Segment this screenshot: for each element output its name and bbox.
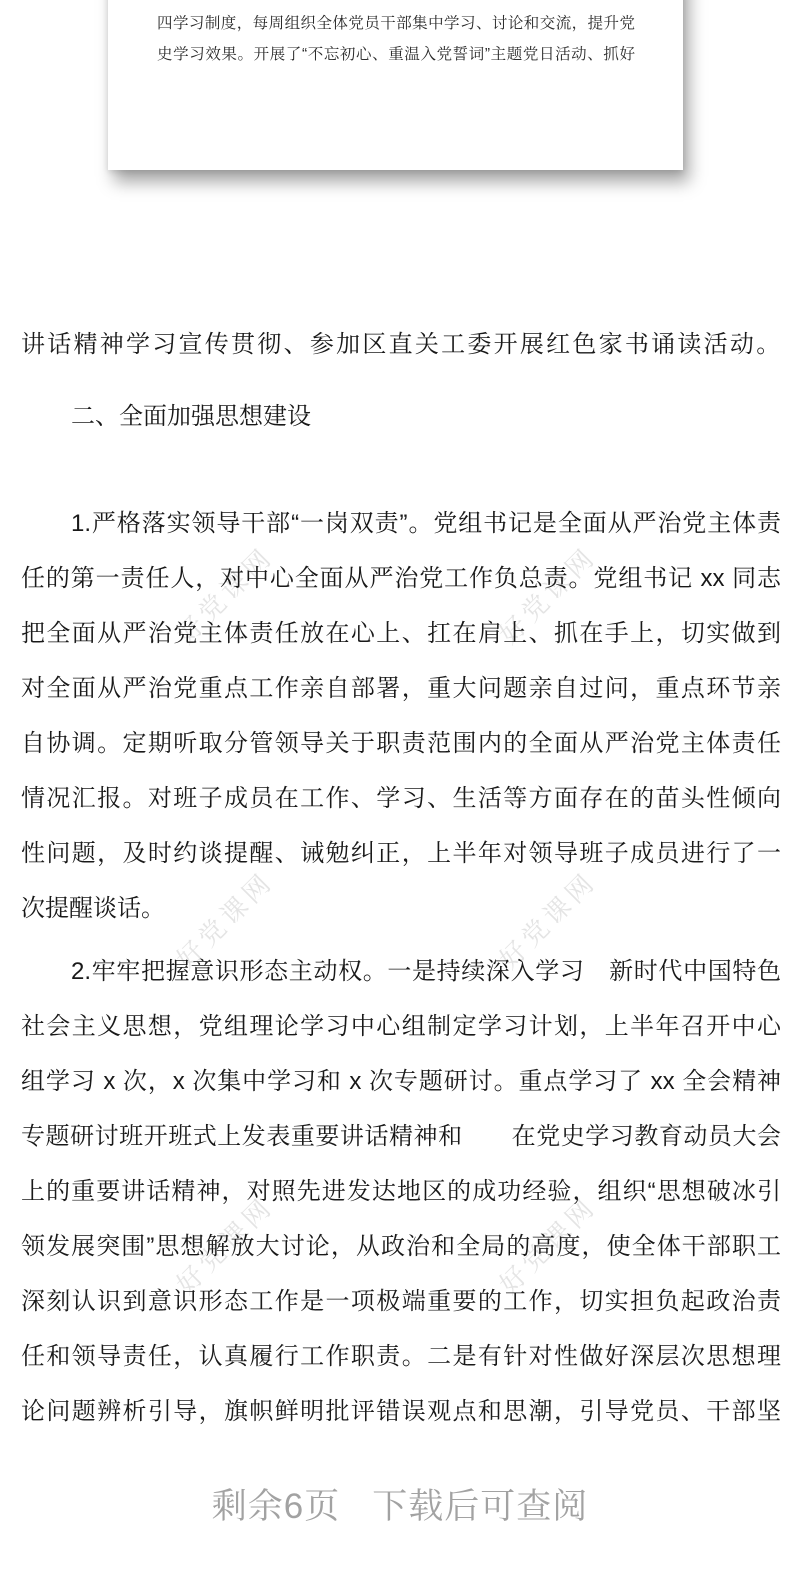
paragraph-line: 深刻认识到意识形态工作是一项极端重要的工作，切实担负起政治责 xyxy=(21,1288,781,1315)
paragraph-line: 论问题辨析引导，旗帜鲜明批评错误观点和思潮，引导党员、干部坚 xyxy=(21,1398,781,1425)
paragraph-line: 任和领导责任，认真履行工作职责。二是有针对性做好深层次思想理 xyxy=(21,1343,781,1370)
watermark-text: 好党课网 xyxy=(493,1190,603,1300)
paragraph-line: 自协调。定期听取分管领导关于职责范围内的全面从严治党主体责任 xyxy=(21,730,781,757)
watermark-text: 好党课网 xyxy=(493,540,603,650)
paragraph-line: 专题研讨班开班式上发表重要讲话精神和 在党史学习教育动员大会 xyxy=(21,1123,781,1150)
watermark-text: 好党课网 xyxy=(170,540,280,650)
paragraph-line: 对全面从严治党重点工作亲自部署，重大问题亲自过问，重点环节亲 xyxy=(21,675,781,702)
watermark-text: 好党课网 xyxy=(170,1190,280,1300)
paragraph-line: 领发展突围”思想解放大讨论，从政治和全局的高度，使全体干部职工 xyxy=(21,1233,781,1260)
paragraph-line: 上的重要讲话精神，对照先进发达地区的成功经验，组织“思想破冰引 xyxy=(21,1178,781,1205)
pages-remaining-notice xyxy=(0,1487,800,1527)
paragraph-line: 社会主义思想，党组理论学习中心组制定学习计划，上半年召开中心 xyxy=(21,1013,781,1040)
paragraph xyxy=(21,944,781,1439)
preview-text-line: 史学习效果。开展了“不忘初心、重温入党誓词”主题党日活动、抓好 xyxy=(157,46,635,63)
section-heading: 二、全面加强思想建设 xyxy=(71,403,311,430)
preview-text-line: 四学习制度，每周组织全体党员干部集中学习、讨论和交流，提升党 xyxy=(157,15,635,32)
paragraph-line: 2.牢牢把握意识形态主动权。一是持续深入学习 新时代中国特色 xyxy=(71,958,781,985)
paragraph-line: 任的第一责任人，对中心全面从严治党工作负总责。党组书记 xx 同志 xyxy=(21,565,781,592)
watermark-text: 好党课网 xyxy=(170,865,280,975)
paragraph-line: 性问题，及时约谈提醒、诫勉纠正，上半年对领导班子成员进行了一 xyxy=(21,840,781,867)
paragraph-line: 情况汇报。对班子成员在工作、学习、生活等方面存在的苗头性倾向 xyxy=(21,785,781,812)
paragraph-line: 把全面从严治党主体责任放在心上、扛在肩上、抓在手上，切实做到 xyxy=(21,620,781,647)
paragraph-line: 1.严格落实领导干部“一岗双责”。党组书记是全面从严治党主体责 xyxy=(71,510,781,537)
remaining-pages-label: 剩余6页 xyxy=(211,1487,341,1526)
watermark-text: 好党课网 xyxy=(493,865,603,975)
paragraph-line: 次提醒谈话。 xyxy=(21,895,165,922)
paragraph-line: 组学习 x 次，x 次集中学习和 x 次专题研讨。重点学习了 xx 全会精神 xyxy=(21,1068,781,1095)
paragraph xyxy=(21,496,781,936)
document-preview-card xyxy=(108,0,683,170)
download-hint-label: 下载后可查阅 xyxy=(372,1487,589,1526)
paragraph-line: 讲话精神学习宣传贯彻、参加区直关工委开展红色家书诵读活动。 xyxy=(21,331,781,358)
